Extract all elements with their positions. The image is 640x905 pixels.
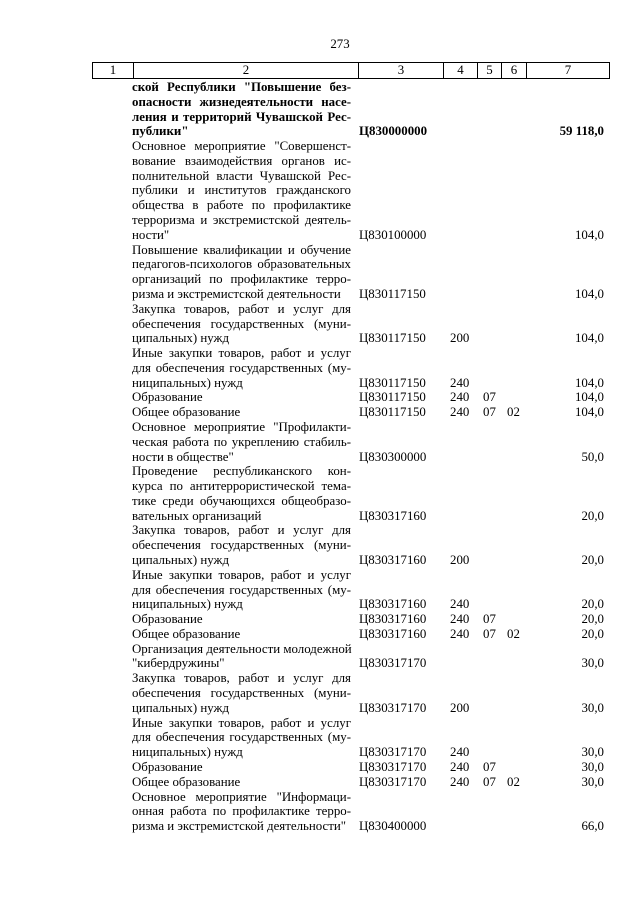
name-cell (132, 612, 357, 627)
table-row (92, 775, 610, 790)
code-cell: Ц830000000 (359, 124, 428, 139)
name-line: вование взаимодействия органов ис- (132, 153, 351, 168)
amount-cell: 104,0 (574, 405, 604, 420)
code-cell: Ц830317170 (359, 774, 427, 789)
amount-cell: 30,0 (581, 656, 604, 671)
expense-type-cell: 200 (450, 700, 470, 715)
subsection-cell: 02 (507, 774, 520, 789)
header-col-6: 6 (501, 63, 526, 78)
table-row (92, 302, 610, 346)
name-line: онная работа по профилактике терро- (132, 804, 351, 819)
name-line: ниципальных) нужд (132, 745, 243, 760)
name-line: ципальных) нужд (132, 700, 230, 715)
code-cell: Ц830117150 (359, 286, 426, 301)
name-line: Проведение республиканского кон- (132, 464, 351, 479)
code-cell: Ц830317170 (359, 759, 427, 774)
section-cell: 07 (483, 612, 496, 627)
name-line: Закупка товаров, работ и услуг для (132, 523, 351, 538)
subsection-cell: 02 (507, 626, 520, 641)
expense-type-cell: 240 (450, 626, 470, 641)
code-cell: Ц830317160 (359, 508, 427, 523)
name-line: ниципальных) нужд (132, 597, 243, 612)
name-line: ления и территорий Чувашской Рес- (132, 109, 351, 124)
header-col-1: 1 (109, 63, 117, 77)
section-cell: 07 (483, 759, 496, 774)
expense-type-cell: 240 (450, 405, 470, 420)
amount-cell: 20,0 (581, 553, 604, 567)
amount-cell: 30,0 (581, 774, 604, 789)
name-line: Основное мероприятие "Совершенст- (132, 139, 351, 154)
name-line: Образование (132, 612, 203, 627)
amount-cell: 104,0 (574, 390, 604, 405)
name-line: ниципальных) нужд (132, 375, 243, 390)
name-line: Закупка товаров, работ и услуг для (132, 301, 351, 316)
table-row (92, 390, 610, 405)
section-cell: 07 (483, 774, 496, 789)
name-cell (132, 568, 357, 612)
header-col-4: 4 (443, 63, 477, 78)
table-body (92, 80, 610, 834)
name-line: Иные закупки товаров, работ и услуг (132, 715, 351, 730)
name-line: Закупка товаров, работ и услуг для (132, 671, 351, 686)
code-cell: Ц830317160 (359, 612, 427, 627)
name-cell (132, 346, 357, 390)
name-line: для обеспечения государственных (му- (132, 360, 351, 375)
name-line: Общее образование (132, 626, 241, 641)
amount-cell: 30,0 (581, 745, 604, 760)
name-line: ципальных) нужд (132, 331, 230, 346)
header-col-3: 3 (358, 63, 443, 78)
name-cell (132, 464, 357, 523)
name-line: ципальных) нужд (132, 553, 230, 567)
name-line: ризма и экстремистской деятельности (132, 286, 341, 301)
table-row (92, 346, 610, 390)
name-line: публики и институтов гражданского (132, 183, 351, 198)
name-line: терроризма и экстремистской деятель- (132, 213, 351, 228)
subsection-cell: 02 (507, 405, 520, 420)
name-line: Основное мероприятие "Информаци- (132, 789, 351, 804)
amount-cell: 30,0 (581, 700, 604, 715)
section-cell: 07 (483, 626, 496, 641)
name-line: для обеспечения государственных (му- (132, 730, 351, 745)
expense-type-cell: 200 (450, 331, 470, 346)
code-cell: Ц830317160 (359, 553, 427, 567)
code-cell: Ц830400000 (359, 819, 427, 834)
name-cell (132, 627, 357, 642)
name-line: ческая работа по укреплению стабиль- (132, 434, 351, 449)
table-row (92, 523, 610, 567)
name-line: ности в обществе" (132, 449, 234, 464)
name-cell (132, 139, 357, 242)
code-cell: Ц830117150 (359, 405, 426, 420)
code-cell: Ц830100000 (359, 227, 427, 242)
name-cell (132, 302, 357, 346)
name-cell (132, 790, 357, 834)
name-line: Организация деятельности молодежной (132, 641, 352, 656)
expense-type-cell: 240 (450, 597, 470, 612)
expense-type-cell: 240 (450, 745, 470, 760)
name-line: обеспечения государственных (муни- (132, 538, 351, 553)
name-line: Иные закупки товаров, работ и услуг (132, 567, 351, 582)
name-line: Образование (132, 390, 203, 405)
table-row (92, 464, 610, 523)
name-line: Повышение квалификации и обучение (132, 242, 351, 257)
table-row (92, 716, 610, 760)
table-row (92, 790, 610, 834)
name-line: опасности жизнедеятельности насе- (132, 94, 351, 109)
name-line: курса по антитеррористической тема- (132, 479, 351, 494)
name-cell (132, 716, 357, 760)
name-line: общества в работе по профилактике (132, 198, 351, 213)
amount-cell: 20,0 (581, 508, 604, 523)
code-cell: Ц830117150 (359, 375, 426, 390)
code-cell: Ц830117150 (359, 390, 426, 405)
name-line: обеспечения государственных (муни- (132, 316, 351, 331)
section-cell: 07 (483, 390, 496, 405)
header-col-2: 2 (133, 63, 358, 78)
header-col-7: 7 (526, 63, 609, 78)
name-cell (132, 80, 357, 139)
name-line: ризма и экстремистской деятельности" (132, 819, 347, 834)
amount-cell: 50,0 (581, 449, 604, 464)
table-row (92, 612, 610, 627)
name-line: тике среди обучающихся общеобразо- (132, 493, 351, 508)
name-line: "кибердружины" (132, 656, 225, 671)
amount-cell: 104,0 (574, 286, 604, 301)
code-cell: Ц830117150 (359, 331, 426, 346)
code-cell: Ц830317160 (359, 626, 427, 641)
table-row (92, 671, 610, 715)
table-row (92, 642, 610, 672)
amount-cell: 30,0 (581, 759, 604, 774)
header-col-5: 5 (477, 63, 501, 78)
amount-cell: 104,0 (574, 375, 604, 390)
amount-cell: 20,0 (581, 626, 604, 641)
table-header (92, 62, 610, 79)
name-cell (132, 523, 357, 567)
name-cell (132, 243, 357, 302)
expense-type-cell: 240 (450, 390, 470, 405)
expense-type-cell: 240 (450, 612, 470, 627)
name-cell (132, 775, 357, 790)
table-row (92, 80, 610, 139)
name-line: Образование (132, 759, 203, 774)
expense-type-cell: 240 (450, 759, 470, 774)
expense-type-cell: 200 (450, 553, 470, 567)
expense-type-cell: 240 (450, 375, 470, 390)
name-line: обеспечения государственных (муни- (132, 686, 351, 701)
name-line: Основное мероприятие "Профилакти- (132, 419, 351, 434)
code-cell: Ц830300000 (359, 449, 427, 464)
page-number: 273 (330, 37, 350, 51)
name-line: Иные закупки товаров, работ и услуг (132, 346, 351, 361)
amount-cell: 66,0 (581, 819, 604, 834)
table-row (92, 420, 610, 464)
name-cell (132, 390, 357, 405)
name-line: организаций по профилактике терро- (132, 272, 351, 287)
name-line: полнительной власти Чувашской Рес- (132, 168, 351, 183)
code-cell: Ц830317170 (359, 700, 427, 715)
code-cell: Ц830317170 (359, 745, 427, 760)
name-line: ской Республики "Повышение без- (132, 80, 351, 94)
table-row (92, 139, 610, 242)
table-row (92, 405, 610, 420)
code-cell: Ц830317170 (359, 656, 427, 671)
amount-cell: 20,0 (581, 597, 604, 612)
name-line: педагогов-психологов образовательных (132, 257, 351, 272)
amount-cell: 104,0 (574, 331, 604, 346)
name-line: Общее образование (132, 774, 241, 789)
name-cell (132, 405, 357, 420)
amount-cell: 20,0 (581, 612, 604, 627)
amount-cell: 59 118,0 (559, 124, 604, 139)
name-cell (132, 642, 357, 672)
section-cell: 07 (483, 405, 496, 420)
expense-type-cell: 240 (450, 774, 470, 789)
name-line: публики" (132, 124, 189, 139)
table-row (92, 568, 610, 612)
name-line: ности" (132, 227, 170, 242)
table-row (92, 760, 610, 775)
code-cell: Ц830317160 (359, 597, 427, 612)
name-cell (132, 760, 357, 775)
table-row (92, 627, 610, 642)
amount-cell: 104,0 (574, 227, 604, 242)
name-line: Общее образование (132, 405, 241, 420)
name-cell (132, 420, 357, 464)
name-cell (132, 671, 357, 715)
name-line: для обеспечения государственных (му- (132, 582, 351, 597)
name-line: вательных организаций (132, 508, 262, 523)
table-row (92, 243, 610, 302)
